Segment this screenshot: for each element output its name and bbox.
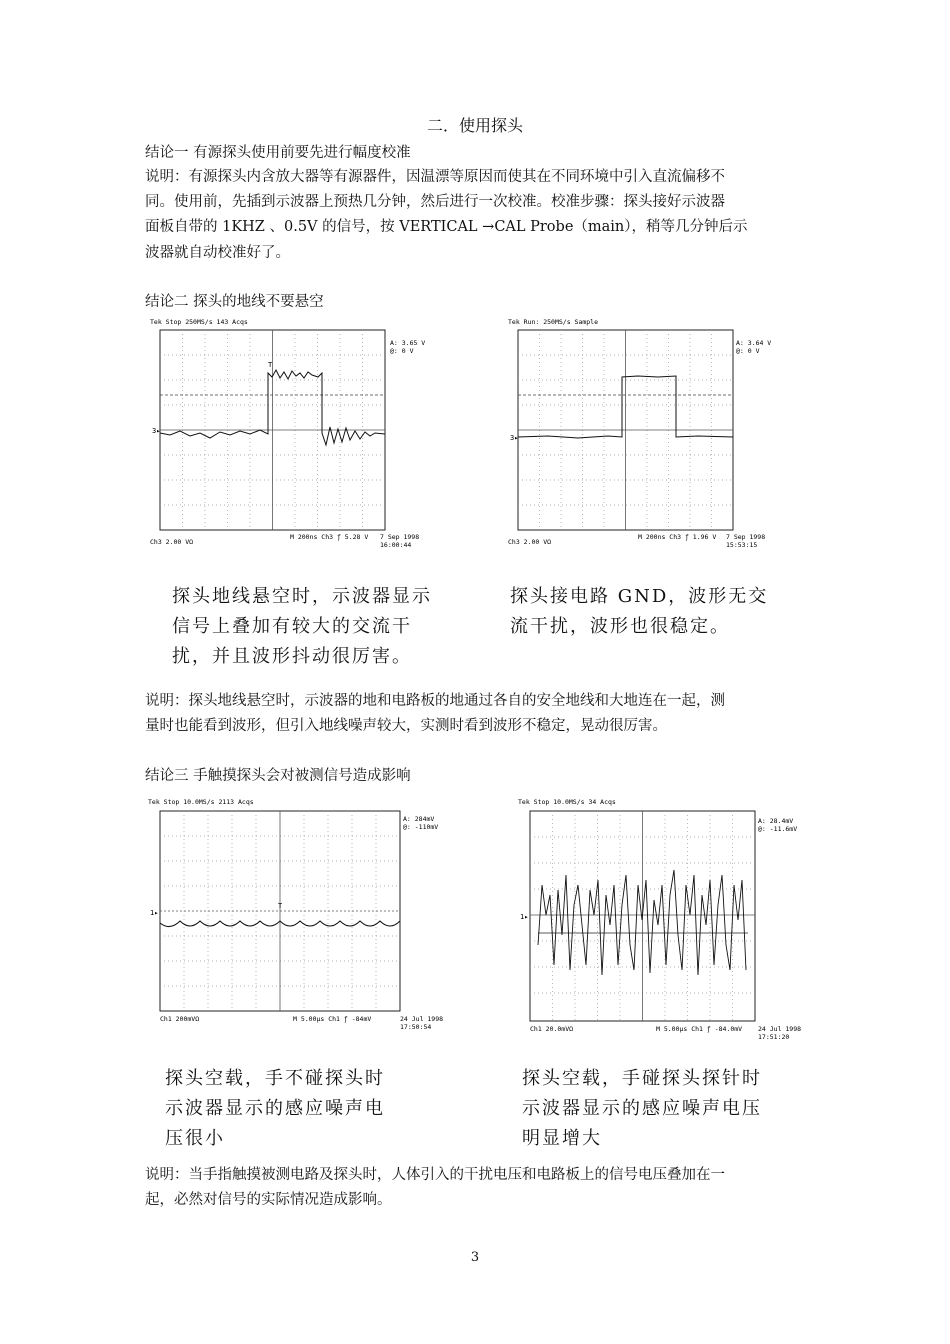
conclusion3-heading: 结论三 手触摸探头会对被测信号造成影响: [145, 768, 411, 784]
caption-ground-connected: 探头接电路 GND，波形无交 流干扰，波形也很稳定。: [510, 586, 769, 637]
conclusion3-note-line: 说明：当手指触摸被测电路及探头时，人体引入的干扰电压和电路板上的信号电压叠加在一: [145, 1167, 725, 1183]
scope-readout-b: @: -11.6mV: [758, 825, 798, 833]
caption-ground-floating: 探头地线悬空时，示波器显示 信号上叠加有较大的交流干 扰，并且波形抖动很厉害。: [172, 586, 432, 667]
page-number: 3: [470, 1250, 480, 1265]
caption-touch: 探头空载，手碰探头探针时 示波器显示的感应噪声电压 明显增大: [522, 1068, 762, 1149]
svg-text:T: T: [278, 902, 283, 910]
scope-top-readout: Tek Stop 10.0MS/s 34 Acqs: [518, 798, 616, 806]
scope-readout-a: A: 3.64 V: [736, 339, 772, 347]
scope-readout-b: @: 0 V: [390, 347, 414, 355]
caption-no-touch: 探头空载，手不碰探头时 示波器显示的感应噪声电 压很小: [165, 1068, 385, 1149]
conclusion1-line: 面板自带的 1KHZ 、0.5V 的信号，按 VERTICAL →CAL Probe（main），稍等几分钟后示: [145, 219, 748, 235]
scope-top-readout: Tek Stop 10.0MS/s 2113 Acqs: [148, 798, 254, 806]
scope-timebase: M 200ns Ch3 ƒ 1.96 V: [638, 533, 717, 541]
scope-time: 15:53:15: [726, 541, 758, 549]
svg-text:T: T: [268, 361, 273, 369]
page-title: 二．使用探头: [426, 116, 523, 135]
conclusion2-heading: 结论二 探头的地线不要悬空: [145, 294, 324, 310]
scope-touch: [518, 795, 808, 1045]
scope-top-readout: Tek Stop 250MS/s 143 Acqs: [150, 318, 248, 326]
svg-text:3▸: 3▸: [510, 434, 519, 442]
scope-channel: Ch1 200mVΩ: [160, 1015, 200, 1023]
conclusion1-heading: 结论一 有源探头使用前要先进行幅度校准: [145, 145, 411, 161]
scope-timebase: M 200ns Ch3 ƒ 5.28 V: [290, 533, 369, 541]
svg-text:1▸: 1▸: [520, 913, 529, 921]
scope-readout-a: A: 284mV: [403, 815, 435, 823]
scope-channel: Ch3 2.00 VΩ: [508, 538, 552, 546]
scope-timebase: M 5.00μs Ch1 ƒ -84.0mV: [656, 1025, 743, 1033]
scope-date: 24 Jul 1998: [400, 1015, 444, 1023]
conclusion1-line: 波器就自动校准好了。: [145, 245, 290, 261]
scope-time: 17:50:54: [400, 1023, 432, 1031]
conclusion2-note-line: 量时也能看到波形，但引入地线噪声较大，实测时看到波形不稳定，晃动很厉害。: [145, 718, 667, 734]
conclusion1-line: 说明：有源探头内含放大器等有源器件，因温漂等原因而使其在不同环境中引入直流偏移不: [145, 169, 725, 185]
scope-channel: Ch3 2.00 VΩ: [150, 538, 194, 546]
svg-text:3▸: 3▸: [152, 427, 161, 435]
scope-readout-b: @: -110mV: [403, 823, 439, 831]
scope-no-touch: [148, 795, 468, 1040]
scope-time: 17:51:20: [758, 1033, 790, 1041]
conclusion2-note-line: 说明：探头地线悬空时，示波器的地和电路板的地通过各自的安全地线和大地连在一起，测: [145, 693, 725, 709]
scope-ground-connected: [508, 315, 772, 555]
scope-timebase: M 5.00μs Ch1 ƒ -84mV: [293, 1015, 372, 1023]
svg-text:1▸: 1▸: [150, 909, 159, 917]
scope-readout-b: @: 0 V: [736, 347, 760, 355]
conclusion3-note-line: 起，必然对信号的实际情况造成影响。: [145, 1192, 392, 1208]
scope-date: 7 Sep 1998: [726, 533, 766, 541]
scope-readout-a: A: 3.65 V: [390, 339, 426, 347]
scope-time: 16:00:44: [380, 541, 412, 549]
scope-ground-floating: [150, 315, 426, 555]
scope-channel: Ch1 20.0mVΩ: [530, 1025, 574, 1033]
scope-date: 7 Sep 1998: [380, 533, 420, 541]
scope-date: 24 Jul 1998: [758, 1025, 802, 1033]
conclusion1-line: 同。使用前，先插到示波器上预热几分钟，然后进行一次校准。校准步骤：探头接好示波器: [145, 194, 725, 210]
scope-top-readout: Tek Run: 250MS/s Sample: [508, 318, 599, 326]
scope-readout-a: A: 28.4mV: [758, 817, 794, 825]
